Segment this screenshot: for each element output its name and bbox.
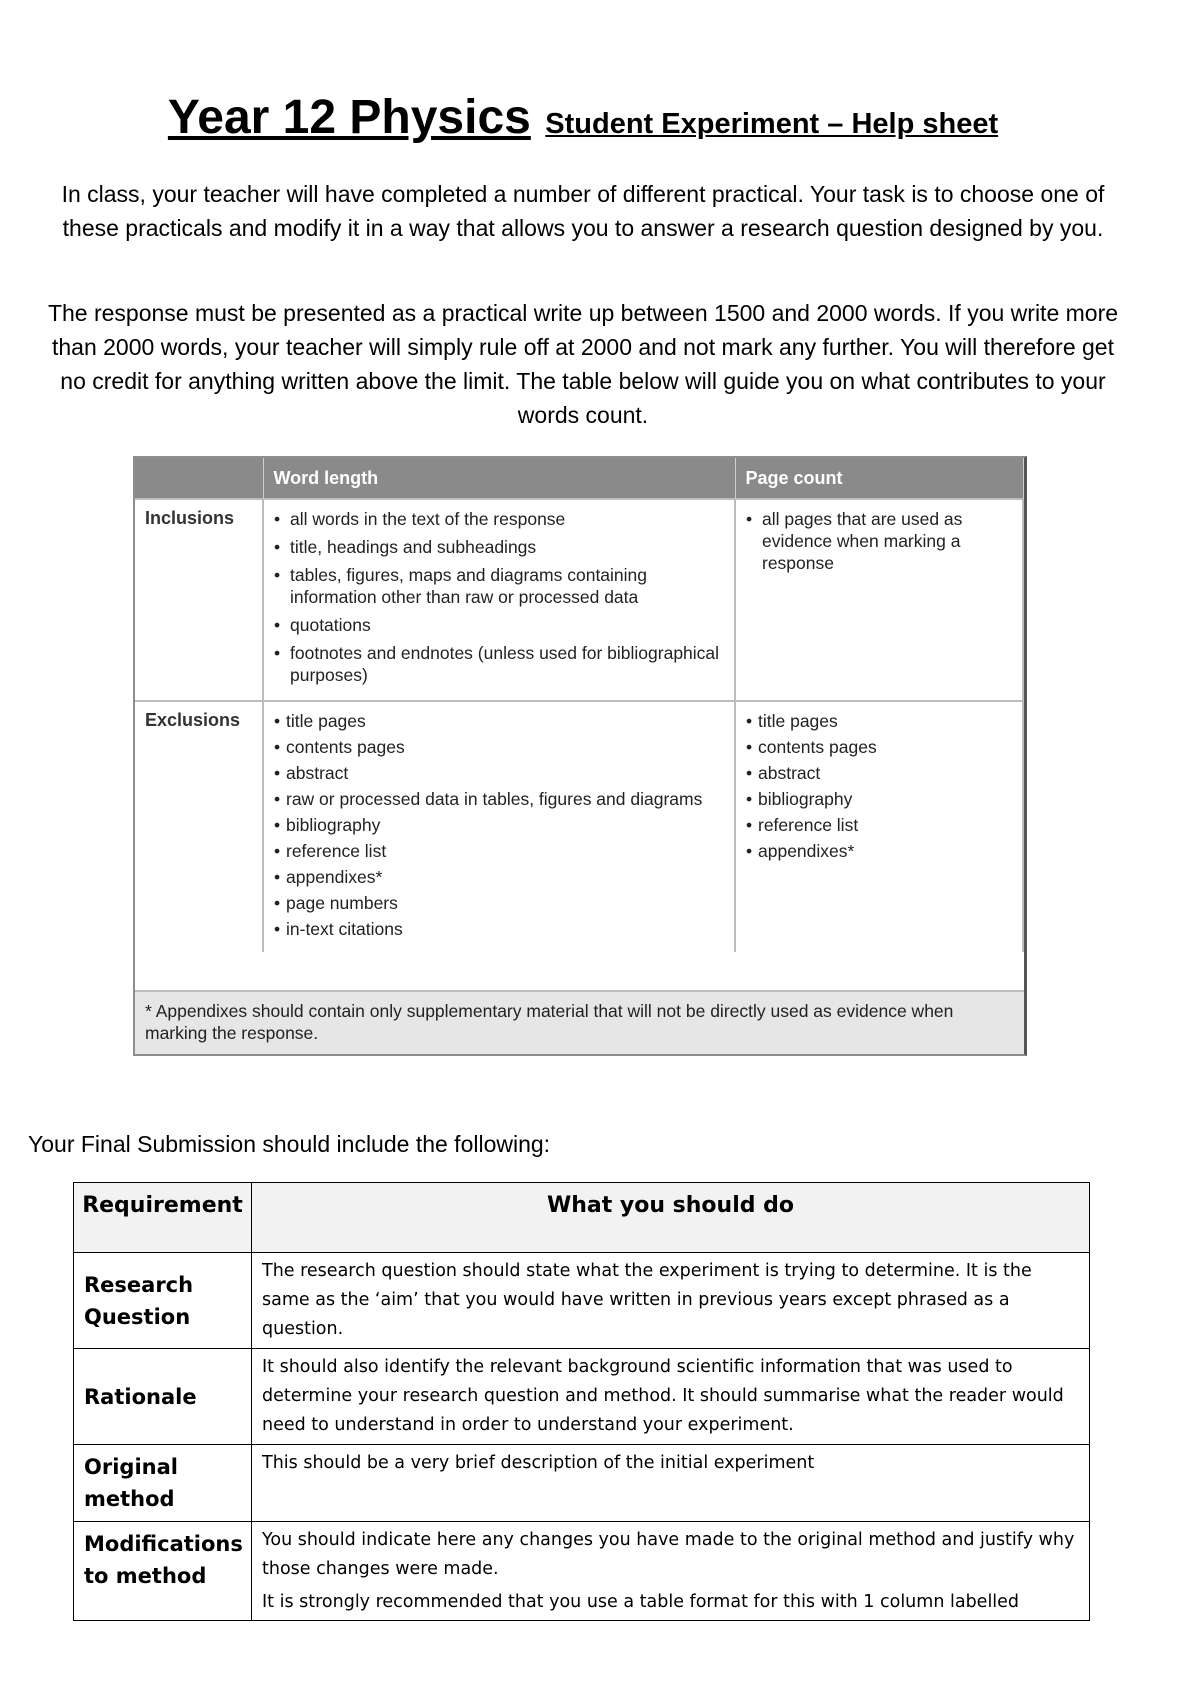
row-label-original-method: Original method [74,1445,252,1522]
page-title [0,90,1166,145]
list-item: • contents pages [274,736,724,758]
row-label-rationale: Rationale [74,1349,252,1445]
list-item: • appendixes* [274,866,724,888]
inclusions-page-cell [735,499,1023,701]
list-item: • bibliography [274,814,724,836]
col-header-requirement: Requirement [74,1183,252,1253]
col-header-word-length: Word length [263,458,735,499]
list-item: • footnotes and endnotes (unless used for bibliographical purposes) [274,642,724,686]
requirements-table [73,1182,1090,1621]
list-item: • reference list [746,814,1012,836]
list-item: • all words in the text of the response [274,508,724,530]
list-item: • title pages [746,710,1012,732]
row-header-exclusions: Exclusions [135,701,263,952]
exclusions-word-cell [263,701,735,952]
submission-heading: Your Final Submission should include the following: [28,1131,551,1157]
list-item: • bibliography [746,788,1012,810]
list-item: • all pages that are used as evidence when marking a response [746,508,1012,574]
list-item: • abstract [746,762,1012,784]
list-item: • appendixes* [746,840,1012,862]
list-item: • quotations [274,614,724,636]
inclusions-word-cell [263,499,735,701]
row-text-original-method: This should be a very brief description of the initial experiment [252,1445,1090,1522]
exclusions-page-cell [735,701,1023,952]
list-item: • title, headings and subheadings [274,536,724,558]
word-count-table [133,456,1027,1056]
title-sub: Student Experiment – Help sheet [545,108,999,140]
col-header-page-count: Page count [735,458,1023,499]
intro-paragraph-2: The response must be presented as a practical write up between 1500 and 2000 words. If you write more than 2000 words, your teacher will simply rule off at 2000 and not mark any further. You will therefore get no credit for anything written above the limit. The table below will guide you on what contributes to your words count. [47,300,1119,428]
col-header-what: What you should do [252,1183,1090,1253]
list-item: • in-text citations [274,918,724,940]
row-label-modifications: Modifications to method [74,1522,252,1621]
title-main: Year 12 Physics [167,91,531,144]
list-item: • raw or processed data in tables, figures and diagrams [274,788,724,810]
word-table-corner [135,458,263,499]
appendix-footnote: * Appendixes should contain only supplementary material that will not be directly used as evidence when marking the response. [135,990,1024,1054]
row-label-research-question: Research Question [74,1253,252,1349]
modifications-text-continued: It is strongly recommended that you use a table format for this with 1 column labelled [262,1592,1020,1612]
list-item: • abstract [274,762,724,784]
row-text-research-question: The research question should state what the experiment is trying to determine. It is the same as the ‘aim’ that you would have written in previous years except phrased as a question. [252,1253,1090,1349]
intro-paragraph-1: In class, your teacher will have completed a number of different practical. Your task is to choose one of these practicals and modify it in a way that allows you to answer a research question designed by you. [61,181,1105,241]
row-text-modifications [252,1522,1090,1621]
row-text-rationale: It should also identify the relevant background scientific information that was used to determine your research question and method. It should summarise what the reader would need to understand in order to understand your experiment. [252,1349,1090,1445]
list-item: • title pages [274,710,724,732]
row-header-inclusions: Inclusions [135,499,263,701]
list-item: • contents pages [746,736,1012,758]
modifications-text: You should indicate here any changes you have made to the original method and justify why those changes were made. [262,1530,1075,1579]
list-item: • reference list [274,840,724,862]
list-item: • page numbers [274,892,724,914]
list-item: • tables, figures, maps and diagrams containing information other than raw or processed data [274,564,724,608]
